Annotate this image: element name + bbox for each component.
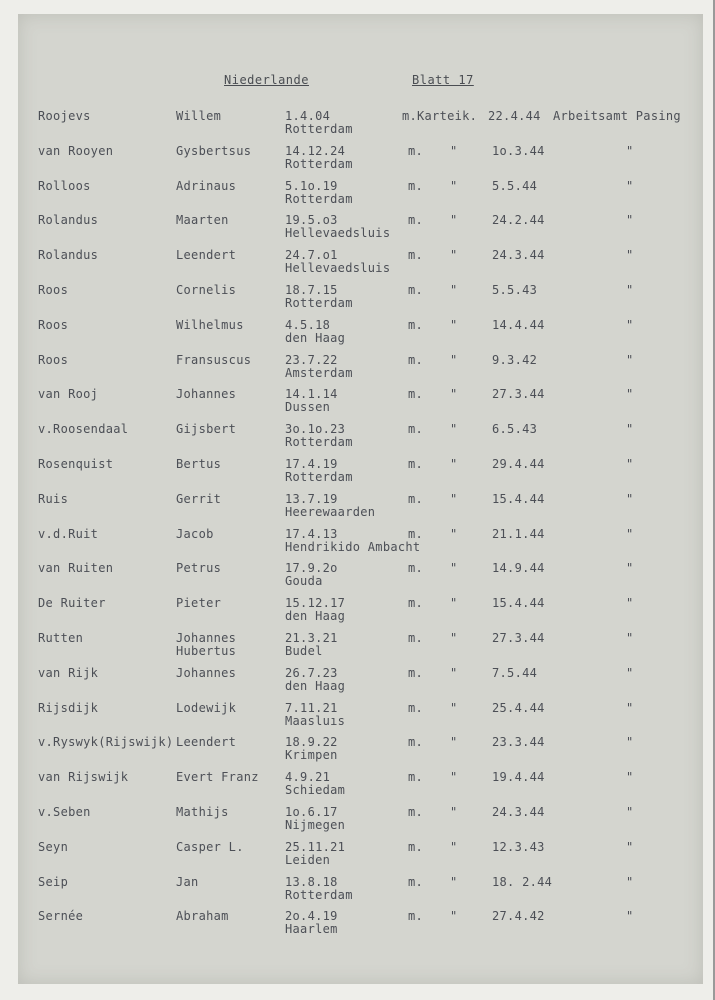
given-name-cell: Johannes [176, 387, 237, 402]
birth-place-cell: Rotterdam [285, 435, 353, 450]
surname-cell: Roojevs [38, 109, 91, 123]
record-row [0, 632, 715, 666]
registry-cell: " [450, 352, 458, 367]
registry-cell: " [450, 178, 458, 193]
office-cell: " [626, 631, 634, 645]
sex-cell: m. [408, 178, 424, 193]
sex-cell: m. [408, 735, 424, 750]
registration-date-cell: 15.4.44 [492, 491, 545, 506]
birth-place-cell: Rotterdam [285, 887, 353, 902]
surname-cell: Rutten [38, 631, 84, 645]
surname-cell: van Rijswijk [38, 770, 129, 785]
record-row [0, 458, 715, 492]
registration-date-cell: 14.4.44 [492, 317, 545, 332]
given-name-cell: Abraham [176, 909, 229, 924]
sex-cell: m. [408, 143, 424, 158]
registry-cell: " [450, 596, 458, 611]
registry-cell: " [450, 805, 458, 819]
given-name-cell: Leendert [176, 735, 237, 750]
sex-cell: m. [408, 874, 424, 889]
sex-cell: m. [402, 109, 418, 123]
registration-date-cell: 29.4.44 [492, 457, 545, 471]
surname-cell: Seip [38, 874, 69, 889]
birth-date-cell: 1o.6.17 [285, 805, 338, 819]
birth-date-cell: 17.9.2o [285, 561, 338, 576]
surname-cell: Roos [38, 317, 69, 332]
office-cell: " [626, 735, 634, 750]
surname-cell: v.Roosendaal [38, 422, 129, 437]
registration-date-cell: 6.5.43 [492, 422, 538, 437]
birth-place-cell: Rotterdam [285, 470, 353, 484]
birth-date-cell: 18.9.22 [285, 735, 338, 750]
record-row [0, 354, 715, 388]
given-name-cell: Bertus [176, 457, 222, 471]
birth-date-cell: 4.5.18 [285, 317, 331, 332]
registration-date-cell: 25.4.44 [492, 700, 545, 715]
registration-date-cell: 5.5.43 [492, 283, 538, 297]
record-row [0, 910, 715, 944]
sex-cell: m. [408, 596, 424, 611]
surname-cell: De Ruiter [38, 596, 106, 611]
birth-place-cell: Krimpen [285, 748, 338, 763]
surname-cell: Roos [38, 352, 69, 367]
sex-cell: m. [408, 248, 424, 263]
birth-place-cell: Hendrikido Ambacht [285, 539, 421, 554]
office-cell: " [626, 213, 634, 228]
birth-date-cell: 1.4.04 [285, 109, 331, 123]
birth-place-cell: Budel [285, 644, 323, 658]
birth-date-cell: 26.7.23 [285, 665, 338, 680]
registration-date-cell: 23.3.44 [492, 735, 545, 750]
birth-date-cell: 7.11.21 [285, 700, 338, 715]
surname-cell: Rolloos [38, 178, 91, 193]
birth-place-cell: Schiedam [285, 783, 346, 798]
registry-cell: " [450, 457, 458, 471]
registration-date-cell: 7.5.44 [492, 665, 538, 680]
office-cell: " [626, 283, 634, 297]
given-name-cell: Jacob [176, 526, 214, 541]
birth-place-cell: Amsterdam [285, 365, 353, 380]
record-row [0, 214, 715, 248]
surname-cell: Rijsdijk [38, 700, 99, 715]
registry-cell: " [450, 213, 458, 228]
given-name-cell: Mathijs [176, 805, 229, 819]
surname-cell: Sernée [38, 909, 84, 924]
birth-place-cell: Hellevaedsluis [285, 226, 391, 241]
birth-date-cell: 21.3.21 [285, 631, 338, 645]
office-cell: " [626, 387, 634, 402]
registry-cell: Karteik. [417, 109, 478, 123]
birth-place-cell: Leiden [285, 852, 331, 867]
birth-date-cell: 25.11.21 [285, 839, 346, 854]
office-cell: " [626, 352, 634, 367]
sex-cell: m. [408, 422, 424, 437]
record-row [0, 702, 715, 736]
registry-cell: " [450, 700, 458, 715]
office-cell: " [626, 526, 634, 541]
registry-cell: " [450, 631, 458, 645]
birth-place-cell: Rotterdam [285, 122, 353, 136]
record-row [0, 249, 715, 283]
registry-cell: " [450, 561, 458, 576]
birth-date-cell: 23.7.22 [285, 352, 338, 367]
sex-cell: m. [408, 526, 424, 541]
registry-cell: " [450, 283, 458, 297]
birth-place-cell: Hellevaedsluis [285, 261, 391, 276]
surname-cell: Roos [38, 283, 69, 297]
sex-cell: m. [408, 561, 424, 576]
registration-date-cell: 21.1.44 [492, 526, 545, 541]
registry-cell: " [450, 665, 458, 680]
sex-cell: m. [408, 491, 424, 506]
registry-cell: " [450, 770, 458, 785]
record-row [0, 806, 715, 840]
given-name-cell: Casper L. [176, 839, 244, 854]
birth-date-cell: 4.9.21 [285, 770, 331, 785]
surname-cell: Rolandus [38, 213, 99, 228]
birth-date-cell: 13.8.18 [285, 874, 338, 889]
birth-date-cell: 2o.4.19 [285, 909, 338, 924]
given-name-cell: Petrus [176, 561, 222, 576]
birth-date-cell: 19.5.o3 [285, 213, 338, 228]
given-name-cell: Jan [176, 874, 199, 889]
surname-cell: Rosenquist [38, 457, 114, 471]
birth-date-cell: 17.4.19 [285, 457, 338, 471]
employment-office: Arbeitsamt Pasing [553, 109, 681, 123]
record-row [0, 284, 715, 318]
given-name-cell: Pieter [176, 596, 222, 611]
registry-cell: " [450, 491, 458, 506]
office-cell: " [626, 143, 634, 158]
office-cell: " [626, 700, 634, 715]
registration-date-cell: 5.5.44 [492, 178, 538, 193]
birth-date-cell: 5.1o.19 [285, 178, 338, 193]
birth-place-cell: Rotterdam [285, 191, 353, 206]
registration-date-cell: 27.4.42 [492, 909, 545, 924]
birth-place-cell: Rotterdam [285, 156, 353, 171]
registry-cell: " [450, 735, 458, 750]
sex-cell: m. [408, 317, 424, 332]
office-cell: " [626, 874, 634, 889]
office-cell: " [626, 422, 634, 437]
surname-cell: van Rijk [38, 665, 99, 680]
registry-cell: " [450, 422, 458, 437]
sex-cell: m. [408, 700, 424, 715]
birth-place-cell: Maasluıs [285, 713, 346, 728]
office-cell: " [626, 805, 634, 819]
surname-cell: Ruis [38, 491, 69, 506]
registration-date-cell: 15.4.44 [492, 596, 545, 611]
birth-place-cell: den Haag [285, 330, 346, 345]
sex-cell: m. [408, 352, 424, 367]
sex-cell: m. [408, 213, 424, 228]
birth-place-cell: Nijmegen [285, 818, 346, 832]
office-cell: " [626, 178, 634, 193]
given-name-cell: Johannes Hubertus [176, 631, 237, 658]
record-row [0, 423, 715, 457]
registration-date-cell: 19.4.44 [492, 770, 545, 785]
given-name-cell: Fransuscus [176, 352, 252, 367]
registration-date-cell: 18. 2.44 [492, 874, 553, 889]
office-cell: " [626, 561, 634, 576]
office-cell: " [626, 457, 634, 471]
birth-place-cell: den Haag [285, 609, 346, 624]
sex-cell: m. [408, 665, 424, 680]
given-name-cell: Johannes [176, 665, 237, 680]
record-row [0, 528, 715, 562]
given-name-cell: Cornelis [176, 283, 237, 297]
registry-cell: " [450, 874, 458, 889]
birth-date-cell: 17.4.13 [285, 526, 338, 541]
sex-cell: m. [408, 457, 424, 471]
birth-date-cell: 15.12.17 [285, 596, 346, 611]
sheet-number: Blatt 17 [412, 73, 474, 87]
given-name-cell: Leendert [176, 248, 237, 263]
registration-date-cell: 24.2.44 [492, 213, 545, 228]
office-cell: " [626, 839, 634, 854]
registry-cell: " [450, 143, 458, 158]
birth-place-cell: Heerewaarden [285, 504, 376, 519]
record-row [0, 319, 715, 353]
record-row [0, 736, 715, 770]
birth-date-cell: 18.7.15 [285, 283, 338, 297]
registration-date-cell: 27.3.44 [492, 631, 545, 645]
office-cell: " [626, 665, 634, 680]
given-name-cell: Gijsbert [176, 422, 237, 437]
registry-cell: " [450, 526, 458, 541]
registration-date-cell: 1o.3.44 [492, 143, 545, 158]
record-row [0, 667, 715, 701]
surname-cell: v.Seben [38, 805, 91, 819]
record-row [0, 145, 715, 179]
surname-cell: van Ruiten [38, 561, 114, 576]
birth-date-cell: 24.7.o1 [285, 248, 338, 263]
office-cell: " [626, 596, 634, 611]
surname-cell: v.d.Ruit [38, 526, 99, 541]
office-cell: " [626, 491, 634, 506]
office-cell: " [626, 770, 634, 785]
given-name-cell: Gysbertsus [176, 143, 252, 158]
birth-place-cell: Dussen [285, 400, 331, 415]
registration-date-cell: 27.3.44 [492, 387, 545, 402]
birth-place-cell: Gouda [285, 574, 323, 589]
office-cell: " [626, 317, 634, 332]
surname-cell: Rolandus [38, 248, 99, 263]
sex-cell: m. [408, 839, 424, 854]
sex-cell: m. [408, 805, 424, 819]
registration-date-cell: 24.3.44 [492, 248, 545, 263]
birth-date-cell: 14.12.24 [285, 143, 346, 158]
sex-cell: m. [408, 770, 424, 785]
office-cell: " [626, 248, 634, 263]
record-row [0, 771, 715, 805]
registry-cell: " [450, 909, 458, 924]
sex-cell: m. [408, 909, 424, 924]
birth-place-cell: Haarlem [285, 922, 338, 937]
given-name-cell: Wilhelmus [176, 317, 244, 332]
sex-cell: m. [408, 631, 424, 645]
registry-cell: " [450, 248, 458, 263]
given-name-cell: Gerrit [176, 491, 222, 506]
office-cell: " [626, 909, 634, 924]
registration-date-cell: 22.4.44 [488, 109, 541, 123]
given-name-cell: Adrinaus [176, 178, 237, 193]
registration-date-cell: 24.3.44 [492, 805, 545, 819]
registration-date-cell: 14.9.44 [492, 561, 545, 576]
country-heading: Niederlande [224, 73, 309, 87]
surname-cell: van Rooyen [38, 143, 114, 158]
birth-place-cell: den Haag [285, 678, 346, 693]
surname-cell: v.Ryswyk(Rijswijk) [38, 735, 174, 750]
record-row [0, 493, 715, 527]
given-name-cell: Lodewijk [176, 700, 237, 715]
record-row [0, 388, 715, 422]
record-row [0, 180, 715, 214]
surname-cell: Seyn [38, 839, 69, 854]
registry-cell: " [450, 317, 458, 332]
sex-cell: m. [408, 387, 424, 402]
record-row [0, 597, 715, 631]
record-row [0, 876, 715, 910]
surname-cell: van Rooj [38, 387, 99, 402]
registry-cell: " [450, 387, 458, 402]
registration-date-cell: 12.3.43 [492, 839, 545, 854]
birth-date-cell: 3o.1o.23 [285, 422, 346, 437]
birth-date-cell: 13.7.19 [285, 491, 338, 506]
record-row [0, 841, 715, 875]
birth-place-cell: Rotterdam [285, 296, 353, 310]
birth-date-cell: 14.1.14 [285, 387, 338, 402]
given-name-cell: Maarten [176, 213, 229, 228]
record-row [0, 110, 715, 144]
registration-date-cell: 9.3.42 [492, 352, 538, 367]
registry-cell: " [450, 839, 458, 854]
given-name-cell: Willem [176, 109, 222, 123]
given-name-cell: Evert Franz [176, 770, 259, 785]
sex-cell: m. [408, 283, 424, 297]
record-row [0, 562, 715, 596]
